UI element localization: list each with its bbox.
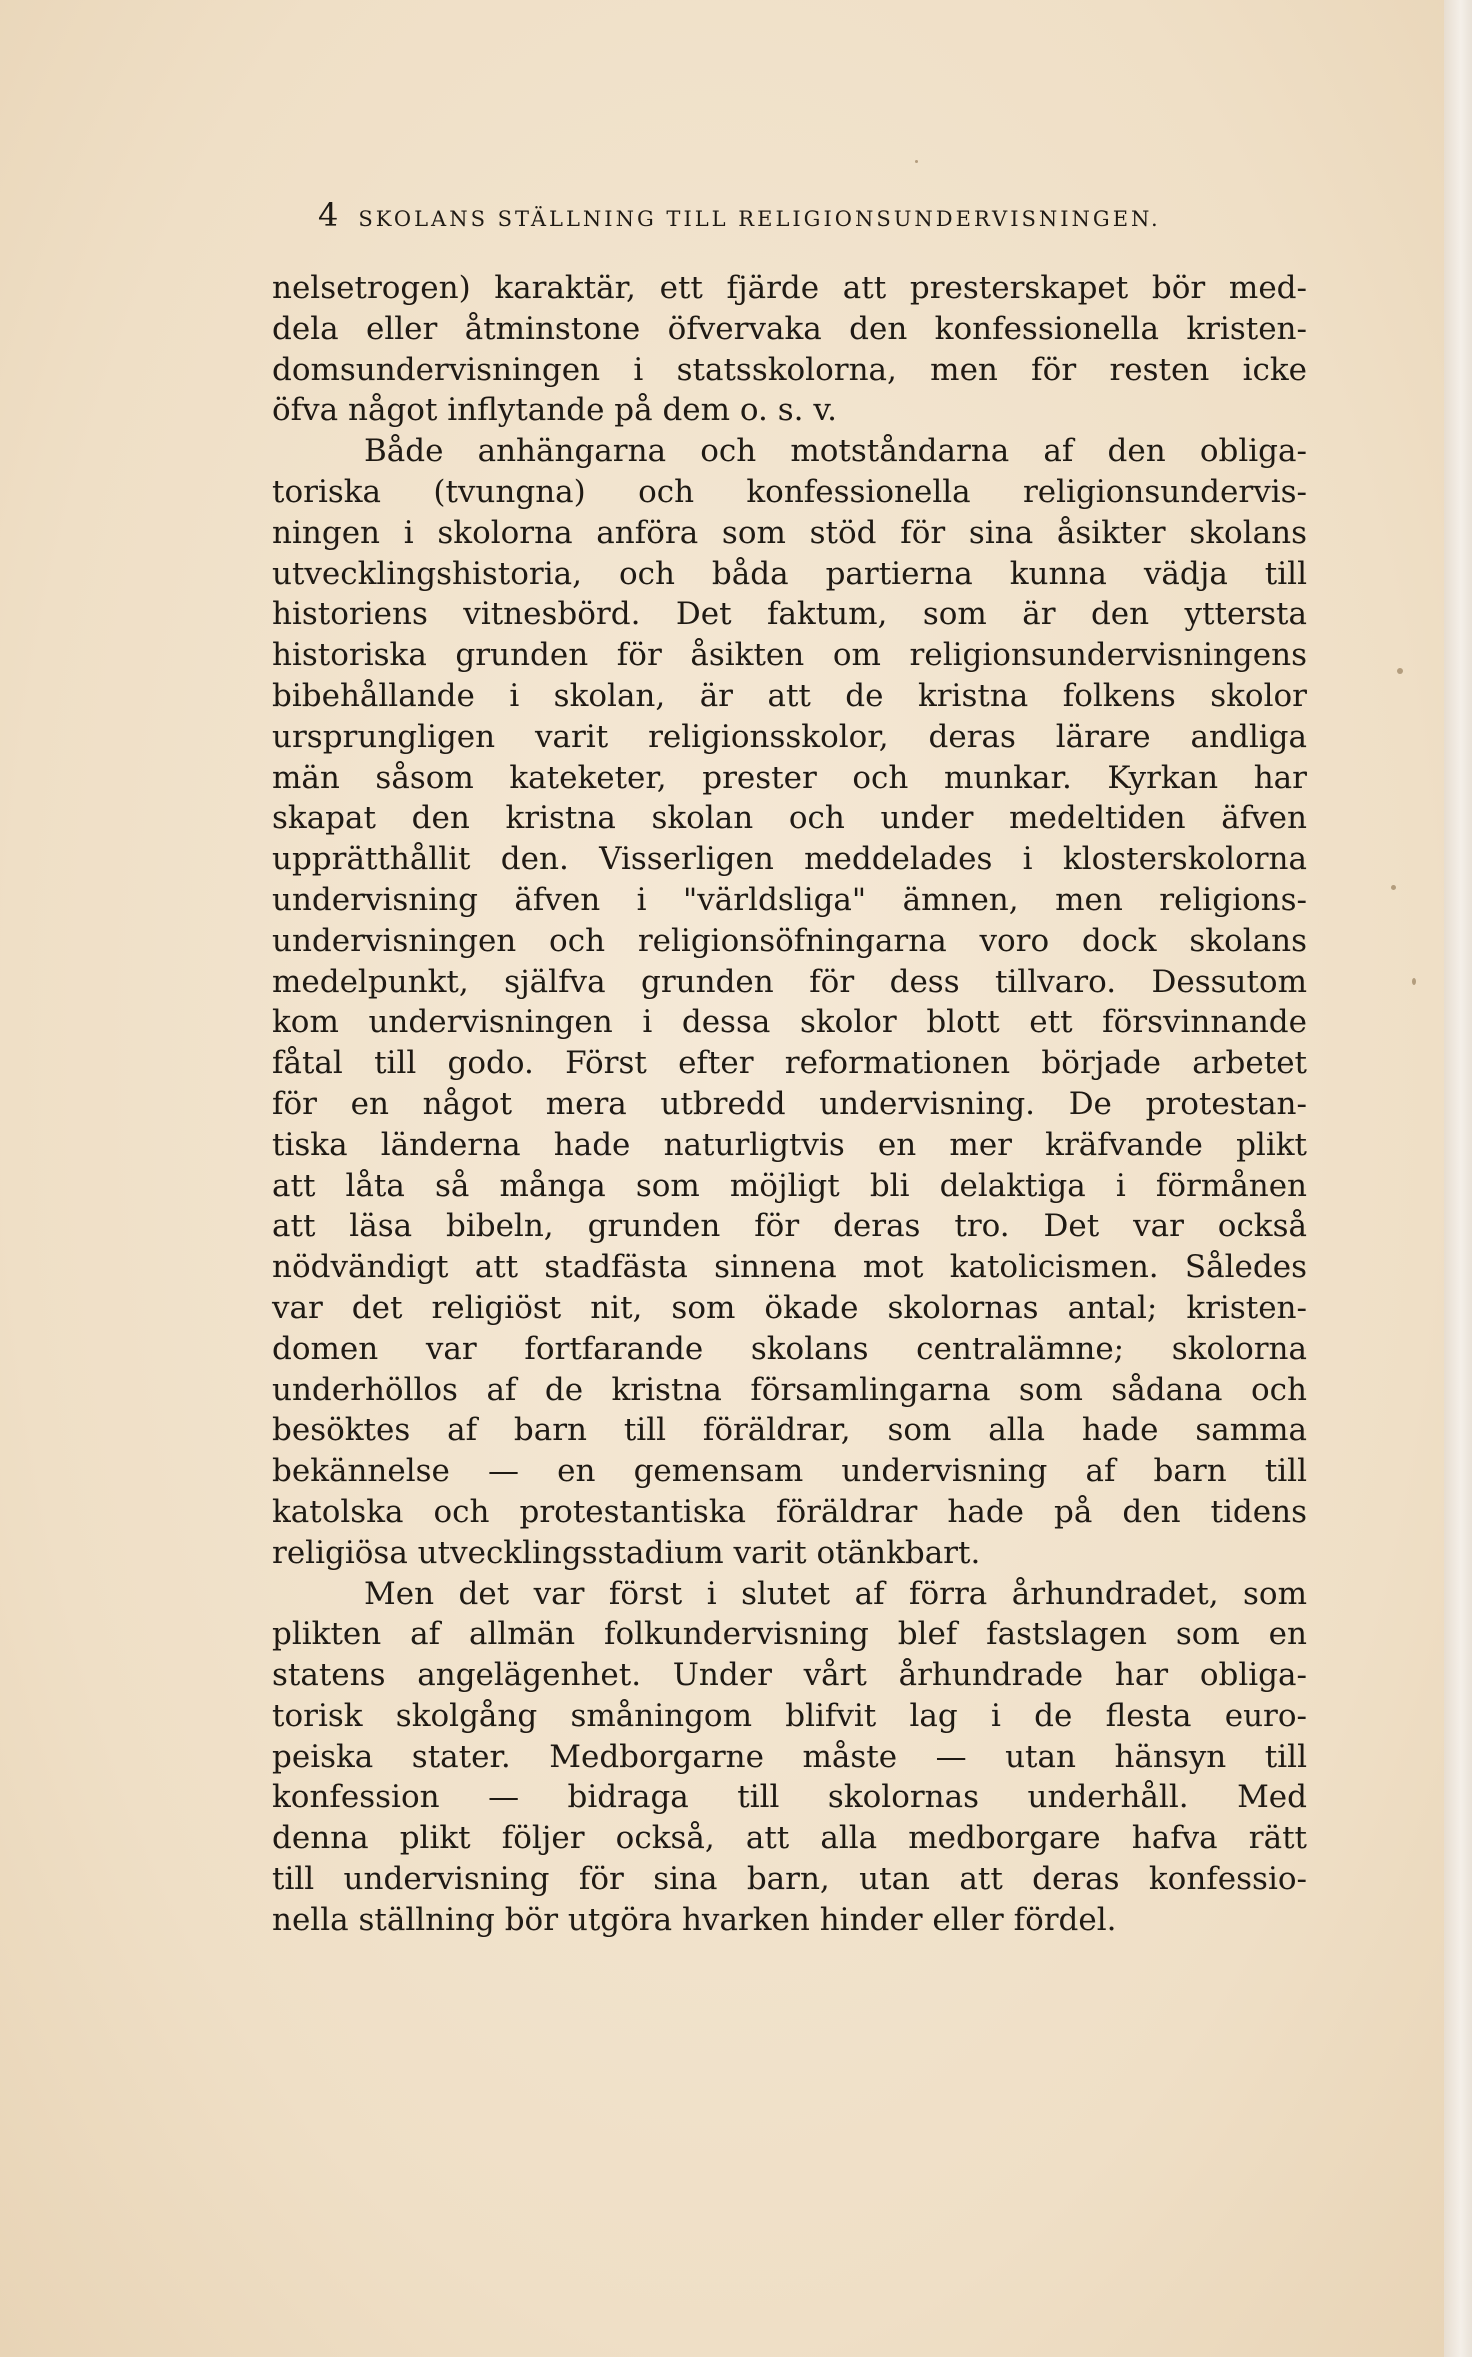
text-line: nödvändigt att stadfästa sinnena mot katolicismen. Således [272, 1249, 1307, 1286]
text-line: historiska grunden för åsikten om religionsundervisningens [272, 637, 1307, 674]
text-line: för en något mera utbredd undervisning. De protestan- [272, 1085, 1307, 1122]
paper-speck [1391, 885, 1396, 890]
paper-speck [915, 160, 918, 163]
running-head [318, 196, 1218, 234]
text-line: peiska stater. Medborgarne måste — utan hänsyn till [272, 1738, 1307, 1775]
text-line: konfession — bidraga till skolornas underhåll. Med [272, 1779, 1307, 1816]
page-edge [1444, 0, 1472, 2357]
text-line: var det religiöst nit, som ökade skolornas antal; kristen- [272, 1289, 1307, 1326]
text-line: ningen i skolorna anföra som stöd för sina åsikter skolans [272, 514, 1307, 551]
text-line: undervisningen och religionsöfningarna voro dock skolans [272, 922, 1307, 959]
paper-speck [1412, 978, 1416, 985]
text-line: till undervisning för sina barn, utan att deras konfessio- [272, 1861, 1307, 1898]
text-line: historiens vitnesbörd. Det faktum, som är den yttersta [272, 596, 1307, 633]
text-line: utvecklingshistoria, och båda partierna kunna vädja till [272, 555, 1307, 592]
text-line: besöktes af barn till föräldrar, som alla hade samma [272, 1412, 1307, 1449]
text-line: fåtal till godo. Först efter reformationen började arbetet [272, 1045, 1307, 1082]
text-line: tiska länderna hade naturligtvis en mer kräfvande plikt [272, 1126, 1307, 1163]
text-line: torisk skolgång småningom blifvit lag i de flesta euro- [272, 1697, 1307, 1734]
text-line: män såsom kateketer, prester och munkar. Kyrkan har [272, 759, 1307, 796]
text-line: plikten af allmän folkundervisning blef fastslagen som en [272, 1616, 1307, 1653]
page-number: 4 [318, 196, 339, 234]
text-line: denna plikt följer också, att alla medborgare hafva rätt [272, 1820, 1307, 1857]
text-line: skapat den kristna skolan och under medeltiden äfven [272, 800, 1307, 837]
paragraph-start: Både anhängarna och motståndarna af den obliga- [364, 433, 1307, 470]
text-line: undervisning äfven i "världsliga" ämnen, men religions- [272, 881, 1307, 918]
text-line: ursprungligen varit religionsskolor, deras lärare andliga [272, 718, 1307, 755]
text-line: statens angelägenhet. Under vårt århundrade har obliga- [272, 1657, 1307, 1694]
paper-speck [1397, 668, 1403, 674]
paragraph-start: Men det var först i slutet af förra århundradet, som [364, 1575, 1307, 1612]
text-line: underhöllos af de kristna församlingarna som sådana och [272, 1371, 1307, 1408]
text-line: bibehållande i skolan, är att de kristna folkens skolor [272, 677, 1307, 714]
text-line: att läsa bibeln, grunden för deras tro. Det var också [272, 1208, 1307, 1245]
text-line: religiösa utvecklingsstadium varit otänkbart. [272, 1534, 981, 1571]
text-line: bekännelse — en gemensam undervisning af barn till [272, 1453, 1307, 1490]
text-line: nelsetrogen) karaktär, ett fjärde att presterskapet bör med- [272, 270, 1307, 306]
body-text [272, 268, 1307, 1941]
text-line: kom undervisningen i dessa skolor blott ett försvinnande [272, 1004, 1307, 1041]
text-line: katolska och protestantiska föräldrar hade på den tidens [272, 1493, 1307, 1530]
text-line: domen var fortfarande skolans centralämne; skolorna [272, 1330, 1307, 1367]
text-line: att låta så många som möjligt bli delaktiga i förmånen [272, 1167, 1307, 1204]
text-line: medelpunkt, själfva grunden för dess tillvaro. Dessutom [272, 963, 1307, 1000]
text-line: öfva något inflytande på dem o. s. v. [272, 392, 838, 429]
text-line: domsundervisningen i statsskolorna, men för resten icke [272, 351, 1307, 388]
text-line: nella ställning bör utgöra hvarken hinder eller fördel. [272, 1901, 1117, 1938]
text-line: toriska (tvungna) och konfessionella religionsundervis- [272, 473, 1307, 510]
text-line: upprätthållit den. Visserligen meddelades i klosterskolorna [272, 841, 1307, 878]
header-title: SKOLANS STÄLLNING TILL RELIGIONSUNDERVISNINGEN. [358, 207, 1161, 231]
text-line: dela eller åtminstone öfvervaka den konfessionella kristen- [272, 310, 1307, 347]
